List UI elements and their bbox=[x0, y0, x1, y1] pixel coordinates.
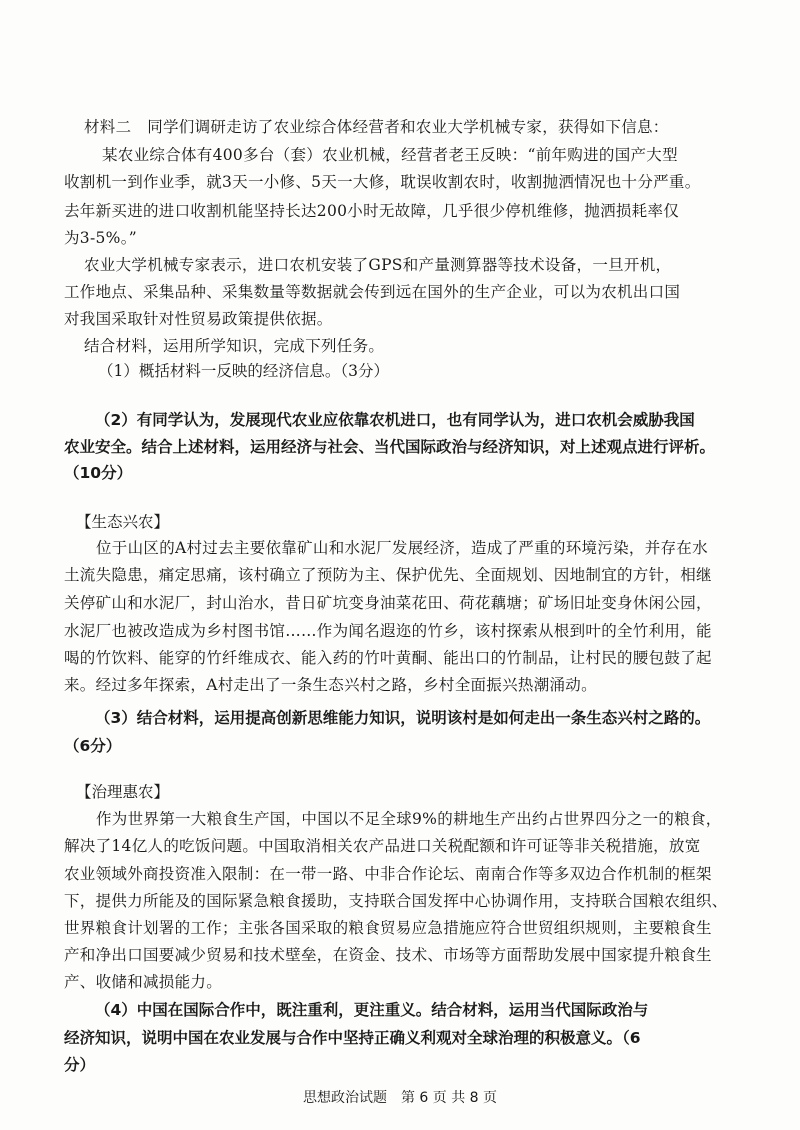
eco-line-6: 来。经过多年探索，A村走出了一条生态兴村之路，乡村全面振兴热潮涌动。 bbox=[64, 676, 597, 694]
material2-line-3: 收割机一到作业季，就3天一小修、5天一大修，耽误收割农时，收割抛洒情况也十分严重。 bbox=[64, 173, 701, 191]
eco-line-2: 土流失隐患，痛定思痛，该村确立了预防为主、保护优先、全面规划、因地制宜的方针，相继 bbox=[64, 566, 712, 584]
gov-line-2: 解决了14亿人的吃饭问题。中国取消相关农产品进口关税配额和许可证等非关税措施，放宽 bbox=[64, 837, 701, 855]
question-4-line-3: 分） bbox=[64, 1056, 96, 1074]
question-3-line-2: （6分） bbox=[64, 737, 122, 755]
question-4-line-1: （4）中国在国际合作中，既注重利，更注重义。结合材料，运用当代国际政治与 bbox=[95, 1001, 649, 1019]
gov-line-7: 产、收储和减损能力。 bbox=[64, 973, 223, 991]
material2-line-1: 材料二 同学们调研走访了农业综合体经营者和农业大学机械专家，获得如下信息： bbox=[84, 118, 669, 136]
question-2-line-1: （2）有同学认为，发展现代农业应依靠农机进口，也有同学认为，进口农机会威胁我国 bbox=[95, 411, 695, 429]
gov-line-3: 农业领域外商投资准入限制：在一带一路、中非合作论坛、南南合作等多双边合作机制的框架 bbox=[64, 865, 712, 883]
question-2-line-2: 农业安全。结合上述材料，运用经济与社会、当代国际政治与经济知识，对上述观点进行评析。 bbox=[64, 438, 716, 456]
question-1: （1）概括材料一反映的经济信息。（3分） bbox=[98, 362, 389, 380]
section-eco-heading: 【生态兴农】 bbox=[76, 513, 170, 531]
eco-line-1: 位于山区的A村过去主要依靠矿山和水泥厂发展经济，造成了严重的环境污染，并存在水 bbox=[96, 539, 708, 557]
material2-line-7: 工作地点、采集品种、采集数量等数据就会传到远在国外的生产企业，可以为农机出口国 bbox=[64, 283, 681, 301]
gov-line-4: 下，提供力所能及的国际紧急粮食援助，支持联合国发挥中心协调作用，支持联合国粮农组织、 bbox=[64, 892, 728, 910]
page-footer: 思想政治试题 第 6 页 共 8 页 bbox=[302, 1090, 498, 1106]
gov-line-6: 产和净出口国要减少贸易和技术壁垒，在资金、技术、市场等方面帮助发展中国家提升粮食生 bbox=[64, 946, 712, 964]
question-2-line-3: （10分） bbox=[64, 464, 133, 482]
section-gov-heading: 【治理惠农】 bbox=[76, 783, 170, 801]
material2-line-6: 农业大学机械专家表示，进口农机安装了GPS和产量测算器等技术设备，一旦开机， bbox=[84, 256, 672, 274]
gov-line-5: 世界粮食计划署的工作；主张各国采取的粮食贸易应急措施应符合世贸组织规则，主要粮食生 bbox=[64, 919, 712, 937]
material2-line-2: 某农业综合体有400多台（套）农业机械，经营者老王反映：“前年购进的国产大型 bbox=[102, 146, 678, 164]
material2-task: 结合材料，运用所学知识，完成下列任务。 bbox=[84, 337, 385, 355]
material2-line-8: 对我国采取针对性贸易政策提供依据。 bbox=[64, 310, 333, 328]
material2-line-5: 为3-5%。” bbox=[64, 229, 137, 247]
eco-line-3: 关停矿山和水泥厂，封山治水，昔日矿坑变身油菜花田、荷花藕塘；矿场旧址变身休闲公园， bbox=[64, 594, 712, 612]
eco-line-5: 喝的竹饮料、能穿的竹纤维成衣、能入药的竹叶黄酮、能出口的竹制品，让村民的腰包鼓了起 bbox=[64, 649, 712, 667]
question-4-line-2: 经济知识，说明中国在农业发展与合作中坚持正确义利观对全球治理的积极意义。（6 bbox=[64, 1029, 641, 1047]
eco-line-4: 水泥厂也被改造成为乡村图书馆……作为闻名遐迩的竹乡，该村探索从根到叶的全竹利用，能 bbox=[64, 622, 712, 640]
question-3-line-1: （3）结合材料，运用提高创新思维能力知识，说明该村是如何走出一条生态兴村之路的。 bbox=[95, 709, 711, 727]
material2-line-4: 去年新买进的进口收割机能坚持长达200小时无故障，几乎很少停机维修，抛洒损耗率仅 bbox=[64, 202, 680, 220]
gov-line-1: 作为世界第一大粮食生产国，中国以不足全球9%的耕地生产出约占世界四分之一的粮食， bbox=[96, 810, 722, 828]
